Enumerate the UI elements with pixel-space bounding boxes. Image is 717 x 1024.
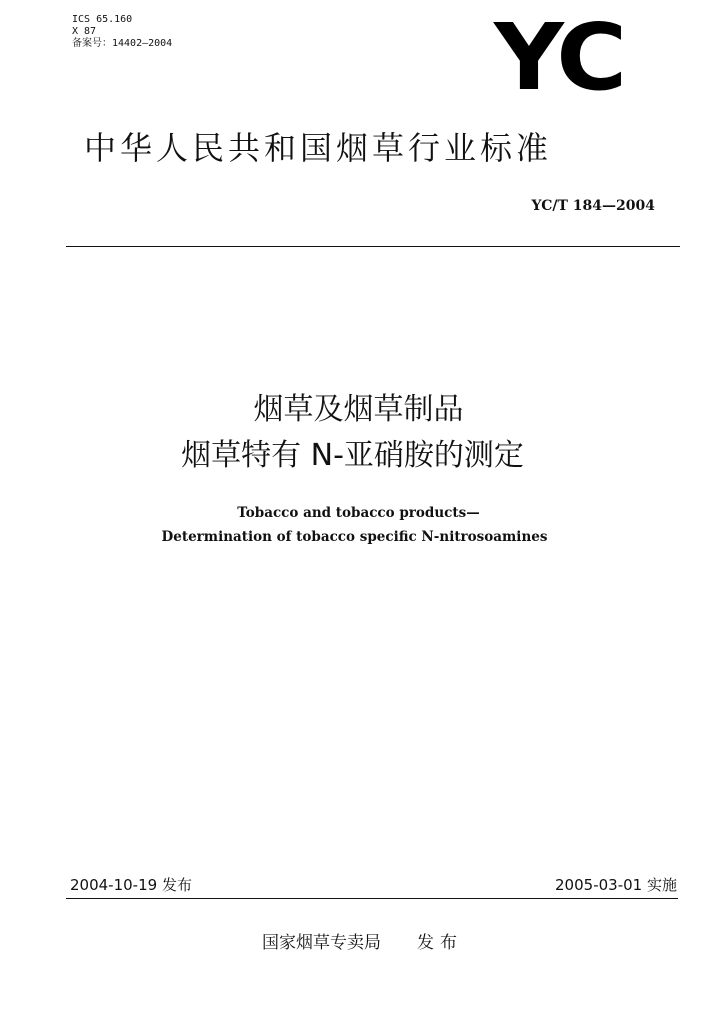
implementation-label: 实施 — [646, 876, 677, 894]
classification-code: X 87 — [72, 26, 97, 37]
publisher-action: 发布 — [417, 933, 463, 953]
organization-title: 中华人民共和国烟草行业标准 — [84, 129, 553, 167]
issue-label: 发布 — [161, 876, 192, 894]
chinese-title-line-2: 烟草特有 N-亚硝胺的测定 — [181, 438, 524, 473]
classification-block — [72, 14, 172, 50]
issue-date: 2004-10-19 — [70, 876, 158, 894]
ics-code: ICS 65.160 — [72, 14, 133, 25]
footer-divider — [66, 898, 678, 899]
record-number-line — [72, 38, 172, 50]
issue-date-line — [70, 874, 192, 895]
chinese-title-line-1: 烟草及烟草制品 — [253, 392, 464, 427]
yc-logo: YC — [494, 4, 624, 111]
standard-number: YC/T 184—2004 — [531, 198, 655, 214]
publisher-name: 国家烟草专卖局 — [262, 933, 381, 953]
publisher-line — [262, 928, 463, 953]
header-divider — [66, 246, 680, 247]
record-number: 14402—2004 — [112, 38, 173, 49]
implementation-date: 2005-03-01 — [555, 876, 643, 894]
english-title-line-2: Determination of tobacco specific N-nitrosoamines — [161, 529, 548, 545]
implementation-date-line — [555, 874, 677, 895]
record-label: 备案号： — [72, 38, 112, 49]
english-title-line-1: Tobacco and tobacco products— — [237, 505, 480, 521]
